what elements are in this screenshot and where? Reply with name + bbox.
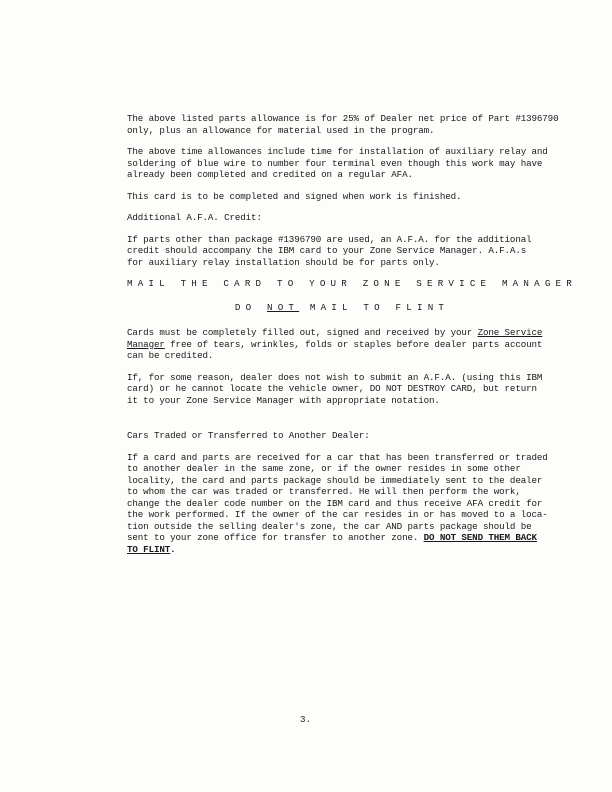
send-line-text: sent to your zone office for transfer to another zone. bbox=[127, 532, 424, 543]
text-line bbox=[127, 339, 557, 351]
text-line: the work performed. If the owner of the car resides in or has moved to a loca- bbox=[127, 509, 548, 520]
completion-paragraph bbox=[127, 191, 557, 203]
text-line: The above listed parts allowance is for 25% of Dealer net price of Part #1396790 bbox=[127, 113, 559, 124]
zone-service-underlined: Zone Service bbox=[477, 327, 543, 338]
additional-credit-paragraph bbox=[127, 234, 557, 269]
text-line bbox=[127, 532, 557, 544]
document-body bbox=[127, 113, 577, 565]
text-line: it to your Zone Service Manager with appropriate notation. bbox=[127, 394, 440, 406]
text-line: tion outside the selling dealer's zone, the car AND parts package should be bbox=[127, 520, 532, 532]
cards-requirement-paragraph bbox=[127, 327, 557, 362]
text-line: If parts other than package #1396790 are used, an A.F.A. for the additional bbox=[127, 233, 532, 245]
text-line: locality, the card and parts package should be immediately sent to the dealer bbox=[127, 474, 543, 486]
text-line: for auxiliary relay installation should be for parts only. bbox=[127, 256, 440, 268]
no-afa-paragraph bbox=[127, 372, 557, 407]
text-line: card) or he cannot locate the vehicle owner, DO NOT DESTROY CARD, but return bbox=[127, 383, 537, 394]
cars-traded-heading: Cars Traded or Transferred to Another Dealer: bbox=[127, 430, 370, 441]
parts-allowance-paragraph bbox=[127, 113, 557, 136]
time-allowance-paragraph bbox=[127, 146, 557, 181]
additional-credit-heading: Additional A.F.A. Credit: bbox=[127, 212, 262, 223]
do-not-mail-underlined: NOT bbox=[267, 301, 300, 313]
text-line: can be credited. bbox=[127, 350, 214, 361]
do-not-mail-heading bbox=[127, 302, 557, 314]
do-not-send-back-bold: DO NOT SEND THEM BACK bbox=[423, 532, 537, 543]
text-line: If a card and parts are received for a car that has been transferred or traded bbox=[127, 451, 548, 463]
cards-line2-text: free of tears, wrinkles, folds or staples before dealer parts account bbox=[164, 338, 543, 350]
text-line: to whom the car was traded or transferred. He will then perform the work, bbox=[127, 486, 521, 497]
manager-underlined: Manager bbox=[127, 338, 165, 350]
page-number: 3. bbox=[300, 714, 312, 725]
text-line: only, plus an allowance for material used in the program. bbox=[127, 124, 435, 136]
text-line: already been completed and credited on a regular AFA. bbox=[127, 169, 413, 180]
text-line bbox=[127, 327, 557, 339]
mail-card-heading: MAIL THE CARD TO YOUR ZONE SERVICE MANAGER bbox=[127, 278, 577, 289]
text-line: change the dealer code number on the IBM card and thus receive AFA credit for bbox=[127, 497, 543, 509]
text-line: to another dealer in the same zone, or if the owner resides in some other bbox=[127, 463, 521, 474]
to-flint-bold: TO FLINT bbox=[127, 543, 171, 555]
text-line: This card is to be completed and signed when work is finished. bbox=[127, 190, 462, 202]
text-line: credit should accompany the IBM card to your Zone Service Manager. A.F.A.s bbox=[127, 245, 527, 256]
cars-traded-paragraph bbox=[127, 452, 557, 556]
text-line bbox=[127, 544, 557, 556]
text-line: soldering of blue wire to number four terminal even though this work may have bbox=[127, 157, 543, 169]
section-spacer bbox=[127, 416, 557, 430]
final-period: . bbox=[170, 543, 176, 555]
cards-line1-text: Cards must be completely filled out, signed and received by your bbox=[127, 327, 478, 338]
do-not-mail-before: DO bbox=[234, 301, 267, 313]
text-line: The above time allowances include time for installation of auxiliary relay and bbox=[127, 146, 548, 157]
do-not-mail-after: MAIL TO FLINT bbox=[299, 301, 450, 313]
text-line: If, for some reason, dealer does not wish to submit an A.F.A. (using this IBM bbox=[127, 371, 543, 383]
